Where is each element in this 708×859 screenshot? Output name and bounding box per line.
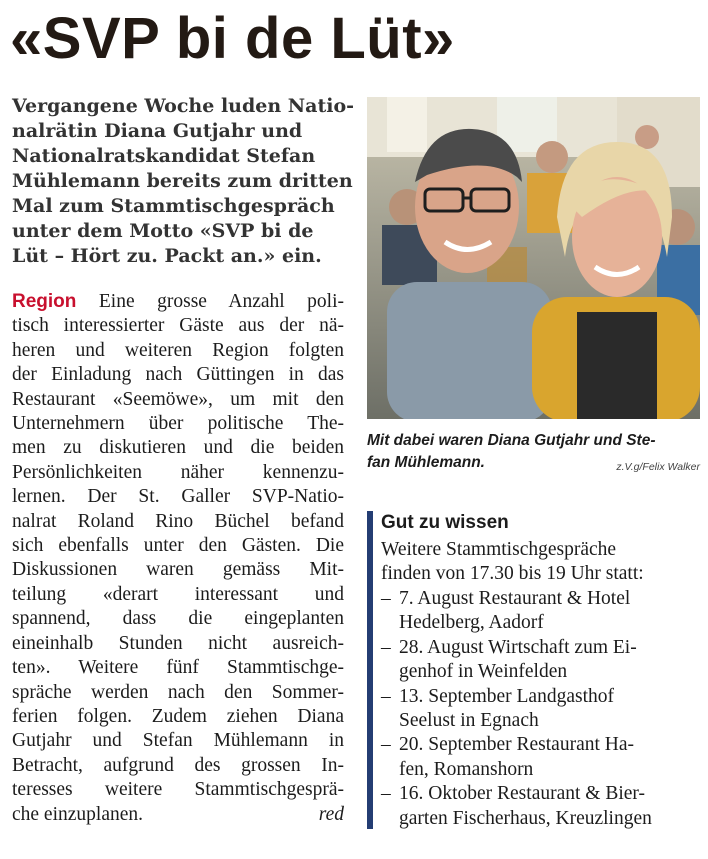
- event-line: 13. September Landgasthof: [399, 685, 614, 707]
- lead-line: Vergangene Woche luden Natio-: [12, 95, 355, 117]
- lead-line: nalrätin Diana Gutjahr und: [12, 120, 303, 142]
- event-item: [381, 685, 703, 734]
- dash-bullet: –: [381, 685, 391, 707]
- intro-line: Weitere Stammtischgespräche: [381, 539, 617, 560]
- body-line: che einzuplanen.: [12, 803, 144, 825]
- lead-line: Lüt – Hört zu. Packt an.» ein.: [12, 245, 322, 267]
- lead-paragraph: [12, 94, 355, 269]
- event-line: 16. Oktober Restaurant & Bier-: [399, 783, 646, 805]
- photo-credit: z.V.g/Felix Walker: [616, 461, 700, 473]
- lead-line: unter dem Motto «SVP bi de: [12, 220, 314, 242]
- body-line: teresses weitere Stammtischgesprä-: [12, 779, 344, 801]
- body-line: heren und weiteren Region folgten: [12, 339, 344, 361]
- event-line: fen, Romanshorn: [399, 758, 534, 780]
- event-line: Seelust in Egnach: [399, 710, 539, 732]
- headline: «SVP bi de Lüt»: [10, 6, 455, 71]
- event-line: genhof in Weinfelden: [399, 661, 568, 683]
- body-line: teilung «derart interessant und: [12, 583, 344, 605]
- event-item: [381, 782, 703, 831]
- event-item: [381, 587, 703, 636]
- dash-bullet: –: [381, 636, 391, 658]
- region-label: Region: [12, 291, 77, 312]
- event-line: 20. September Restaurant Ha-: [399, 734, 635, 756]
- info-box-title: Gut zu wissen: [381, 512, 509, 533]
- body-last-line: [12, 803, 344, 827]
- photo-illustration: [367, 97, 700, 419]
- event-line: garten Fischerhaus, Kreuzlingen: [399, 807, 652, 829]
- body-line: ferien folgen. Zudem ziehen Diana: [12, 705, 344, 727]
- body-line: nalrat Roland Rino Büchel befand: [12, 510, 344, 532]
- body-line: ten». Weitere fünf Stammtischge-: [12, 657, 344, 679]
- body-line: der Einladung nach Güttingen in das: [12, 364, 344, 386]
- caption-line: Mit dabei waren Diana Gutjahr und Ste-: [367, 432, 656, 449]
- body-line: sich ebenfalls unter den Gästen. Die: [12, 535, 344, 557]
- info-box-intro: [381, 538, 703, 587]
- body-first-line-text: Eine grosse Anzahl poli-: [98, 291, 345, 312]
- body-line: Restaurant «Seemöwe», um mit den: [12, 388, 344, 410]
- dash-bullet: –: [381, 783, 391, 805]
- body-line: Persönlichkeiten näher kennenzu-: [12, 461, 344, 483]
- body-line: men zu diskutieren und die beiden: [12, 437, 344, 459]
- event-line: 7. August Restaurant & Hotel: [399, 588, 631, 609]
- event-item: [381, 733, 703, 782]
- body-line: lernen. Der St. Galler SVP-Natio-: [12, 486, 344, 508]
- dash-bullet: –: [381, 734, 391, 756]
- lead-line: Nationalratskandidat Stefan: [12, 145, 316, 167]
- event-line: Hedelberg, Aadorf: [399, 612, 544, 634]
- body-line: Unternehmern über politische The-: [12, 413, 344, 435]
- body-line: spannend, dass die eingeplanten: [12, 608, 344, 630]
- body-line: Betracht, aufgrund des grossen In-: [12, 754, 344, 776]
- body-line: Diskussionen waren gemäss Mit-: [12, 559, 344, 581]
- event-list: [381, 587, 703, 831]
- body-line: [12, 290, 344, 314]
- lead-line: Mal zum Stammtischgespräch: [12, 195, 335, 217]
- body-line: Gutjahr und Stefan Mühlemann in: [12, 730, 344, 752]
- info-box: [367, 511, 706, 829]
- event-line: 28. August Wirtschaft zum Ei-: [399, 636, 637, 658]
- article-photo: [367, 97, 700, 419]
- lead-line: Mühlemann bereits zum dritten: [12, 170, 353, 192]
- body-line: eineinhalb Stunden nicht ausreich-: [12, 632, 344, 654]
- caption-line: fan Mühlemann.: [367, 454, 485, 471]
- event-item: [381, 636, 703, 685]
- intro-line: finden von 17.30 bis 19 Uhr statt:: [381, 563, 644, 585]
- dash-bullet: –: [381, 588, 391, 609]
- article-body: [12, 290, 344, 827]
- author-byline: red: [318, 803, 344, 825]
- body-line: tisch interessierter Gäste aus der nä-: [12, 315, 344, 337]
- photo-caption: [367, 430, 700, 474]
- body-line: spräche werden nach den Sommer-: [12, 681, 344, 703]
